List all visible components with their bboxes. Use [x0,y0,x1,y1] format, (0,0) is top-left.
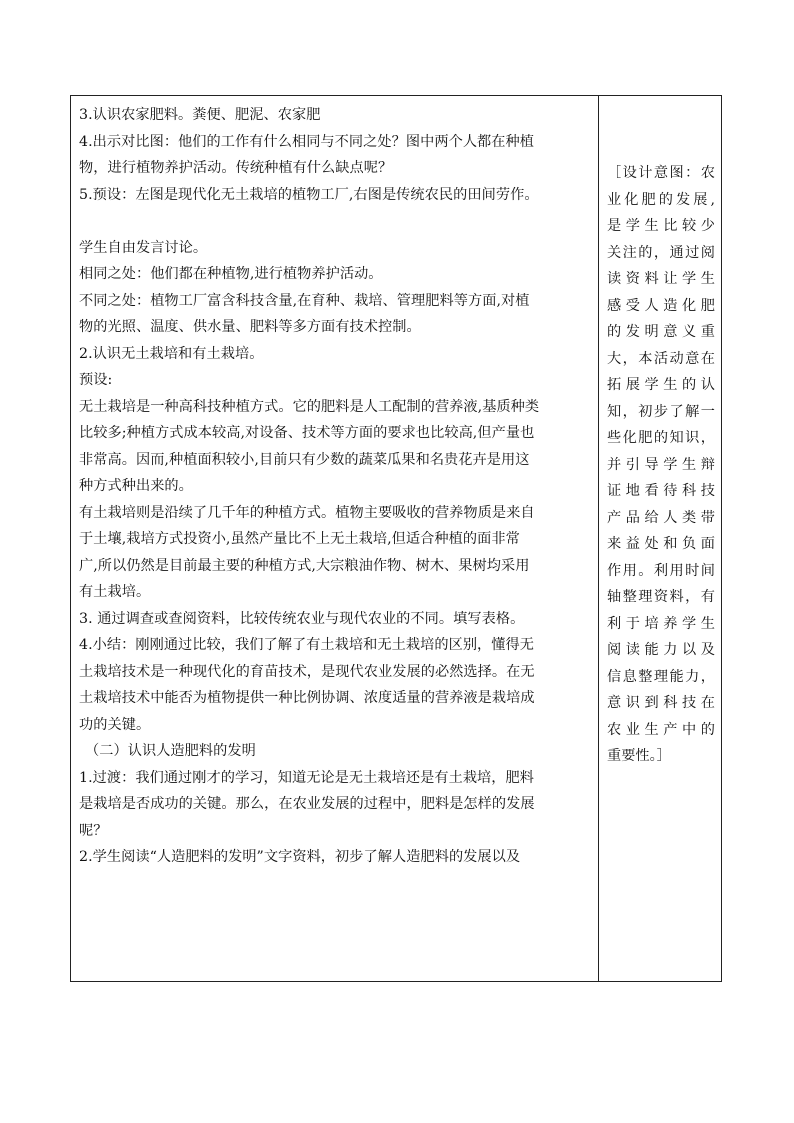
content-line: 有土栽培。 [79,584,151,600]
content-line: 3. 通过调查或查阅资料，比较传统农业与现代农业的不同。填写表格。 [79,610,525,627]
content-line: 学生自由发言讨论。 [79,239,208,256]
content-line: 有土栽培则是沿续了几千年的种植方式。植物主要吸收的营养物质是来自 [79,504,535,521]
content-line: 2.学生阅读“人造肥料的发明”文字资料，初步了解人造肥料的发展以及 [79,849,521,865]
design-intent-line: 作用。利用时间 [607,562,715,579]
blank-line [79,208,590,235]
design-intent-line: 意识到科技在 [607,695,715,711]
content-line: 呢？ [79,822,108,839]
design-intent-line: 知，初步了解一 [607,403,715,420]
content-line: 2.认识无土栽培和有土栽培。 [79,345,264,362]
design-intent-line: 关注的，通过阅 [607,244,715,261]
design-intent-line: 感受人造化肥 [607,297,715,314]
design-intent-line: 业化肥的发展, [607,191,715,208]
content-line: 广,所以仍然是目前最主要的种植方式,大宗粮油作物、树木、果树均采用 [79,557,530,574]
content-line: 3.认识农家肥料。粪便、肥泥、农家肥 [79,107,321,123]
content-line: 土栽培技术中能否为植物提供一种比例协调、浓度适量的营养液是栽培成 [79,690,535,706]
content-line: 种方式种出来的。 [79,478,193,494]
lesson-table [70,95,722,982]
content-line: 比较多;种植方式成本较高,对设备、技术等方面的要求也比较高,但产量也 [79,425,535,441]
content-line: 5.预设：左图是现代化无土栽培的植物工厂,右图是传统农民的田间劳作。 [79,186,539,203]
design-intent-line: 产品给人类带 [607,509,715,526]
content-line: 土栽培技术是一种现代化的育苗技术，是现代农业发展的必然选择。在无 [79,663,535,680]
content-line: 物的光照、温度、供水量、肥料等多方面有技术控制。 [79,319,421,335]
design-intent-line: 证地看待科技 [607,483,715,499]
design-intent-line: 是学生比较少 [607,218,715,234]
content-line: 是栽培是否成功的关键。那么，在农业发展的过程中，肥料是怎样的发展 [79,796,535,812]
content-line: 1.过渡：我们通过刚才的学习，知道无论是无土栽培还是有土栽培，肥料 [79,769,535,786]
design-intent-line: 大，本活动意在 [607,350,715,367]
design-intent-line: 信息整理能力， [607,668,715,685]
design-intent-line: 农业生产中的 [607,721,715,738]
content-line: 功的关键。 [79,716,151,733]
design-intent-line: 重要性。］ [607,748,671,764]
content-line: （二）认识人造肥料的发明 [85,743,256,759]
design-intent-line: 拓展学生的认 [607,377,715,393]
content-line: 于土壤,栽培方式投资小,虽然产量比不上无土栽培,但适合种植的面非常 [79,531,520,547]
content-line: 物，进行植物养护活动。传统种植有什么缺点呢？ [79,160,393,176]
design-intent-line: ［设计意图：农 [607,165,715,181]
content-line: 无土栽培是一种高科技种植方式。它的肥料是人工配制的营养液,基质种类 [79,398,540,415]
content-line: 相同之处：他们都在种植物,进行植物养护活动。 [79,266,383,282]
content-line: 4.出示对比图：他们的工作有什么相同与不同之处？图中两个人都在种植 [79,133,535,150]
design-intent-line: 利于培养学生 [607,615,715,632]
design-intent-line: 来益处和负面 [607,536,715,552]
content-line: 预设: [79,372,113,388]
design-intent-line: 些化肥的知识， [607,430,715,446]
design-intent-line: 阅读能力以及 [607,642,715,658]
design-intent-column [599,96,721,981]
lesson-content-column [71,96,599,981]
design-intent-line: 的发明意义重 [607,324,715,340]
design-intent-line: 读资料让学生 [607,271,715,287]
content-line: 非常高。因而,种植面积较小,目前只有少数的蔬菜瓜果和名贵花卉是用这 [79,451,530,468]
content-line: 不同之处：植物工厂富含科技含量,在育种、栽培、管理肥料等方面,对植 [79,292,530,309]
content-line: 4.小结：刚刚通过比较，我们了解了有土栽培和无土栽培的区别，懂得无 [79,637,535,653]
design-intent-line: 并引导学生辩 [607,456,715,473]
design-intent-line: 轴整理资料，有 [607,589,715,605]
